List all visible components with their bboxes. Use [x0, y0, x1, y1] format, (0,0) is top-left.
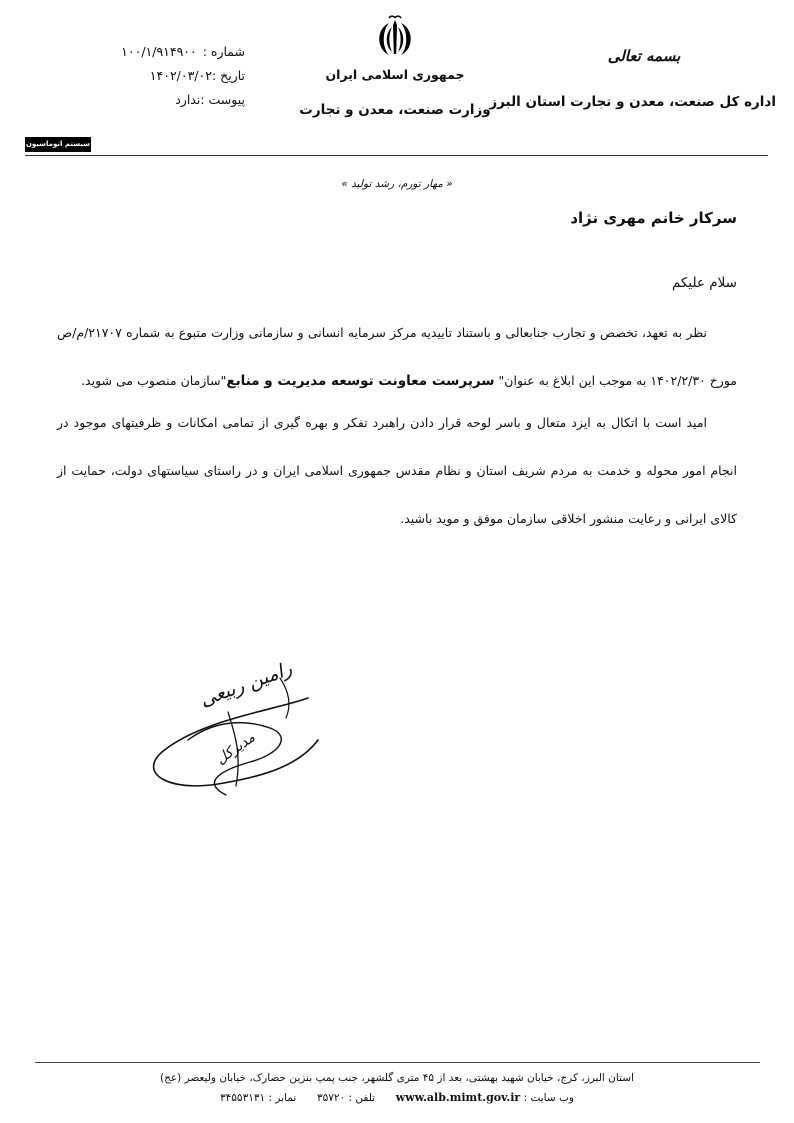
letter-number-value: ۱۰۰/۱/۹۱۴۹۰۰: [121, 44, 197, 59]
emblem-graphic: [370, 14, 420, 58]
letter-attachment-row: [55, 88, 245, 112]
fax-number: ۳۴۵۵۳۱۳۱: [220, 1092, 266, 1104]
letter-attachment-value: ندارد: [175, 92, 201, 107]
ministry-name: وزارت صنعت، معدن و تجارت: [299, 102, 491, 118]
iran-emblem-icon: [370, 14, 420, 58]
greeting: سلام علیکم: [671, 275, 737, 291]
body-paragraph-1: [57, 309, 737, 405]
country-name: جمهوری اسلامی ایران: [325, 67, 465, 82]
header-divider: [25, 155, 768, 156]
letter-body: [57, 309, 737, 543]
automation-system-badge: سیستم اتوماسیون: [25, 137, 91, 152]
fax-label: نمابر :: [268, 1092, 297, 1104]
footer-address: استان البرز، کرج، خیابان شهید بهشتی، بعد از ۴۵ متری گلشهر، جنب پمپ بنزین حصارک، خیابان ولیعصر (عج): [160, 1072, 634, 1084]
phone-number: ۳۵۷۲۰: [316, 1092, 346, 1104]
letter-date-row: [55, 64, 245, 88]
phone-label: تلفن :: [348, 1092, 376, 1104]
signature-graphic: [130, 640, 330, 805]
letter-date-label: تاریخ :: [211, 68, 245, 83]
signature: [130, 640, 330, 805]
letter-meta: [55, 40, 245, 112]
bismillah-heading: بسمه تعالی: [607, 47, 681, 65]
footer-contact: [0, 1088, 794, 1108]
website-url: www.alb.mimt.gov.ir: [395, 1091, 521, 1104]
addressee: سرکار خانم مهری نژاد: [570, 209, 737, 227]
appointment-title: سرپرست معاونت توسعه مدیریت و منابع: [226, 373, 495, 389]
letter-attachment-label: پیوست :: [200, 92, 245, 107]
paragraph-1-text: نظر به تعهد، تخصص و تجارب جنابعالی و باستناد تاییدیه مرکز سرمایه انسانی و سازمانی وزارت متبوع به شماره ۲۱۷۰۷/م/ص مورخ ۱۴۰۲/۲/۳۰ به موجب این ابلاغ به عنوان": [57, 325, 737, 388]
paragraph-1-ending: "سازمان منصوب می شوید.: [81, 373, 227, 388]
organization-name: اداره کل صنعت، معدن و تجارت استان البرز: [489, 94, 776, 110]
body-paragraph-2: امید است با اتکال به ایزد متعال و باسر لوحه قرار دادن راهبرد تفکر و بهره گیری از تمامی امکانات و ظرفیتهای موجود در انجام امور محوله و خدمت به مردم شریف استان و نظام مقدس جمهوری اسلامی ایران و در راستای سیاستهای دولت، حمایت از کالای ایرانی و رعایت منشور اخلاقی سازمان موفق و موید باشید.: [57, 415, 737, 526]
letter-date-value: ۱۴۰۲/۰۳/۰۲: [149, 68, 212, 83]
footer-divider: [35, 1062, 760, 1063]
year-slogan: « مهار تورم، رشد تولید »: [341, 178, 453, 190]
letter-number-row: [55, 40, 245, 64]
signature-name: رامین ربیعی: [197, 657, 295, 712]
signature-title: مدیرکل: [213, 729, 259, 768]
website-label: وب سایت :: [523, 1092, 574, 1104]
letter-number-label: شماره :: [202, 44, 245, 59]
